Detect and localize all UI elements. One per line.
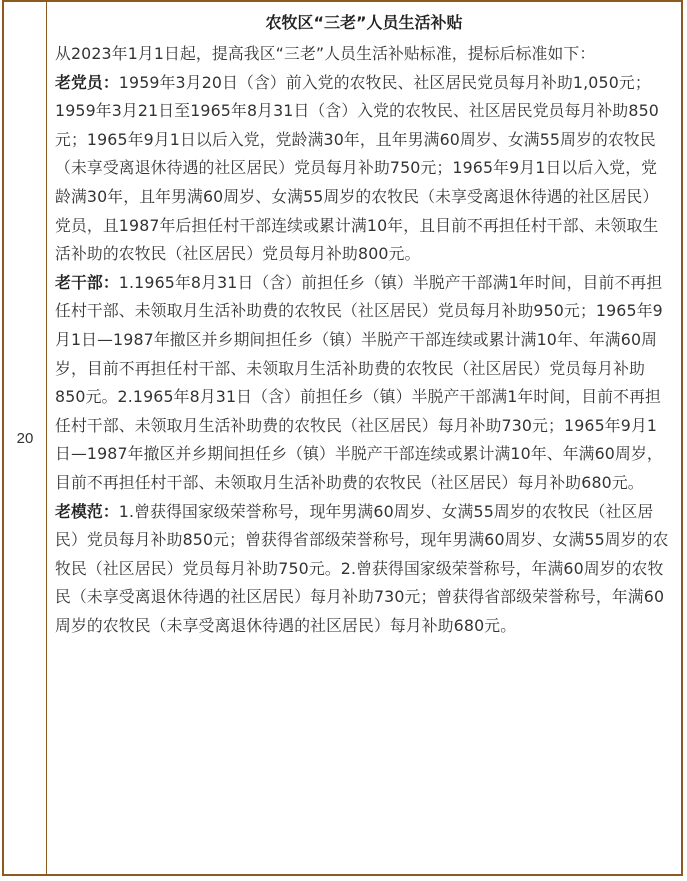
model-worker-label: 老模范	[55, 501, 103, 521]
subsidy-table-row	[2, 0, 683, 876]
row-number: 20	[16, 429, 34, 447]
cadre-separator: ：	[102, 272, 119, 292]
row-content-cell	[47, 2, 681, 874]
intro-text: 从2023年1月1日起，提高我区“三老”人员生活补贴标准，提标后标准如下：	[55, 44, 596, 63]
model-worker-paragraph	[55, 498, 673, 641]
cadre-label: 老干部	[55, 272, 103, 292]
party-member-text: 1959年3月20日（含）前入党的农牧民、社区居民党员每月补助1,050元；1959年3月21日至1965年8月31日（含）入党的农牧民、社区居民党员每月补助850元；1965年9月1日以后入党，党龄满30年，且年男满60周岁、女满55周岁的农牧民（未享受离退休待遇的社区居民）党员每月补助750元；1965年9月1日以后入党，党龄满30年，且年男满60周岁、女满55周岁的农牧民（未享受离退休待遇的社区居民）党员，且1987年后担任村干部连续或累计满10年，且目前不再担任村干部、未领取生活补助的农牧民（社区居民）党员每月补助800元。	[55, 72, 659, 264]
cadre-text: 1.1965年8月31日（含）前担任乡（镇）半脱产干部满1年时间，目前不再担任村干部、未领取月生活补助费的农牧民（社区居民）党员每月补助950元；1965年9月1日—1987年撤区并乡期间担任乡（镇）半脱产干部连续或累计满10年、年满60周岁，目前不再担任村干部、未领取月生活补助费的农牧民（社区居民）党员每月补助850元。2.1965年8月31日（含）前担任乡（镇）半脱产干部满1年时间，目前不再担任村干部、未领取月生活补助费的农牧民（社区居民）每月补助730元；1965年9月1日—1987年撤区并乡期间担任乡（镇）半脱产干部连续或累计满10年、年满60周岁，目前不再担任村干部、未领取月生活补助费的农牧民（社区居民）每月补助680元。	[55, 272, 663, 492]
section-title: 农牧区“三老”人员生活补贴	[265, 13, 463, 32]
model-worker-separator: ：	[102, 501, 119, 521]
party-member-paragraph	[55, 69, 673, 269]
cadre-paragraph	[55, 269, 673, 498]
party-member-label: 老党员	[55, 72, 103, 92]
party-member-separator: ：	[102, 72, 119, 92]
row-number-cell	[4, 2, 47, 874]
model-worker-text: 1.曾获得国家级荣誉称号，现年男满60周岁、女满55周岁的农牧民（社区居民）党员每月补助850元；曾获得省部级荣誉称号，现年男满60周岁、女满55周岁的农牧民（社区居民）党员每月补助750元。2.曾获得国家级荣誉称号，年满60周岁的农牧民（未享受离退休待遇的社区居民）每月补助730元；曾获得省部级荣誉称号，年满60周岁的农牧民（未享受离退休待遇的社区居民）每月补助680元。	[55, 501, 669, 635]
